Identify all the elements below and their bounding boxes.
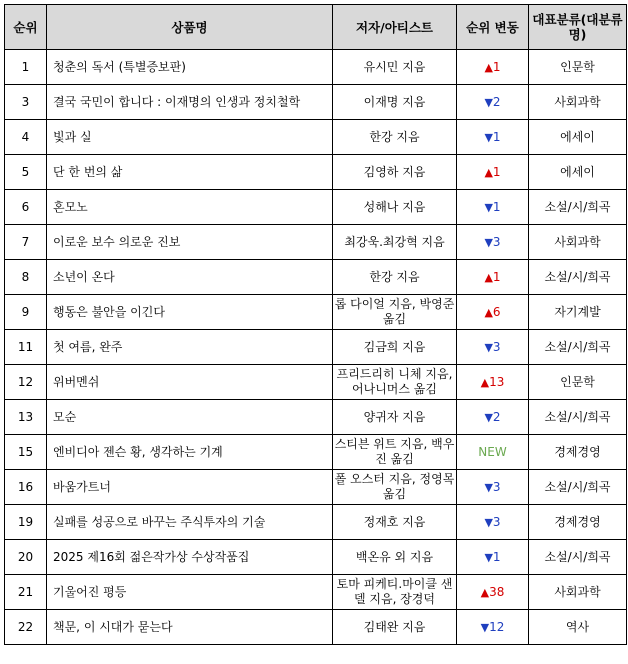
category-cell: 소설/시/희곡 xyxy=(529,330,627,365)
author-cell: 한강 지음 xyxy=(333,260,457,295)
title-cell: 책문, 이 시대가 묻는다 xyxy=(47,610,333,645)
rank-cell: 20 xyxy=(5,540,47,575)
down-arrow-icon: ▼ xyxy=(484,515,493,529)
table-row xyxy=(5,400,627,435)
change-cell xyxy=(457,575,529,610)
category-cell: 인문학 xyxy=(529,365,627,400)
rank-cell: 7 xyxy=(5,225,47,260)
change-cell xyxy=(457,120,529,155)
table-row xyxy=(5,120,627,155)
change-cell xyxy=(457,505,529,540)
change-value: 3 xyxy=(492,479,501,494)
table-row xyxy=(5,610,627,645)
author-cell: 프리드리히 니체 지음, 어나니머스 옮김 xyxy=(333,365,457,400)
title-cell: 위버멘쉬 xyxy=(47,365,333,400)
change-cell xyxy=(457,295,529,330)
title-cell: 엔비디아 젠슨 황, 생각하는 기계 xyxy=(47,435,333,470)
table-row xyxy=(5,50,627,85)
author-cell: 이재명 지음 xyxy=(333,85,457,120)
change-cell xyxy=(457,50,529,85)
down-arrow-icon: ▼ xyxy=(484,235,493,249)
table-row xyxy=(5,225,627,260)
rank-cell: 4 xyxy=(5,120,47,155)
up-arrow-icon: ▲ xyxy=(484,165,493,179)
change-cell xyxy=(457,190,529,225)
change-cell xyxy=(457,155,529,190)
down-arrow-icon: ▼ xyxy=(484,200,493,214)
author-cell: 유시민 지음 xyxy=(333,50,457,85)
author-cell: 정재호 지음 xyxy=(333,505,457,540)
table-row xyxy=(5,470,627,505)
table-row xyxy=(5,505,627,540)
title-cell: 첫 여름, 완주 xyxy=(47,330,333,365)
bestseller-table xyxy=(4,4,627,645)
category-cell: 에세이 xyxy=(529,120,627,155)
author-cell: 한강 지음 xyxy=(333,120,457,155)
rank-cell: 22 xyxy=(5,610,47,645)
author-cell: 성해나 지음 xyxy=(333,190,457,225)
category-cell: 사회과학 xyxy=(529,575,627,610)
change-cell xyxy=(457,470,529,505)
rank-cell: 5 xyxy=(5,155,47,190)
author-cell: 스티븐 위트 지음, 백우진 옮김 xyxy=(333,435,457,470)
down-arrow-icon: ▼ xyxy=(480,620,490,634)
change-value: 1 xyxy=(492,549,501,564)
header-change: 순위 변동 xyxy=(457,5,529,50)
author-cell: 토마 피케티.마이클 샌델 지음, 장경덕 xyxy=(333,575,457,610)
table-row xyxy=(5,190,627,225)
up-arrow-icon: ▲ xyxy=(484,305,493,319)
down-arrow-icon: ▼ xyxy=(484,130,493,144)
category-cell: 사회과학 xyxy=(529,225,627,260)
title-cell: 이로운 보수 의로운 진보 xyxy=(47,225,333,260)
category-cell: 소설/시/희곡 xyxy=(529,470,627,505)
rank-cell: 19 xyxy=(5,505,47,540)
rank-cell: 12 xyxy=(5,365,47,400)
change-value: 3 xyxy=(492,339,501,354)
rank-cell: 1 xyxy=(5,50,47,85)
category-cell: 에세이 xyxy=(529,155,627,190)
change-value: 3 xyxy=(492,234,501,249)
change-cell xyxy=(457,610,529,645)
table-row xyxy=(5,260,627,295)
title-cell: 기울어진 평등 xyxy=(47,575,333,610)
author-cell: 김태완 지음 xyxy=(333,610,457,645)
change-value: 1 xyxy=(492,199,501,214)
new-badge: NEW xyxy=(478,444,507,459)
change-cell xyxy=(457,435,529,470)
table-row xyxy=(5,330,627,365)
title-cell: 청춘의 독서 (특별증보판) xyxy=(47,50,333,85)
change-value: 1 xyxy=(492,269,501,284)
header-row xyxy=(5,5,627,50)
table-row xyxy=(5,365,627,400)
title-cell: 단 한 번의 삶 xyxy=(47,155,333,190)
change-cell xyxy=(457,400,529,435)
title-cell: 바움가트너 xyxy=(47,470,333,505)
author-cell: 김영하 지음 xyxy=(333,155,457,190)
table-row xyxy=(5,575,627,610)
title-cell: 2025 제16회 젊은작가상 수상작품집 xyxy=(47,540,333,575)
change-cell xyxy=(457,260,529,295)
header-author: 저자/아티스트 xyxy=(333,5,457,50)
category-cell: 경제경영 xyxy=(529,435,627,470)
down-arrow-icon: ▼ xyxy=(484,550,493,564)
table-row xyxy=(5,85,627,120)
change-value: 13 xyxy=(489,374,505,389)
rank-cell: 6 xyxy=(5,190,47,225)
up-arrow-icon: ▲ xyxy=(484,60,493,74)
title-cell: 소년이 온다 xyxy=(47,260,333,295)
change-value: 1 xyxy=(492,164,501,179)
author-cell: 폴 오스터 지음, 정영목 옮김 xyxy=(333,470,457,505)
change-value: 12 xyxy=(489,619,505,634)
author-cell: 롭 다이얼 지음, 박영준 옮김 xyxy=(333,295,457,330)
author-cell: 양귀자 지음 xyxy=(333,400,457,435)
change-cell xyxy=(457,225,529,260)
change-value: 38 xyxy=(489,584,505,599)
rank-cell: 11 xyxy=(5,330,47,365)
down-arrow-icon: ▼ xyxy=(484,480,493,494)
category-cell: 소설/시/희곡 xyxy=(529,400,627,435)
title-cell: 모순 xyxy=(47,400,333,435)
table-row xyxy=(5,435,627,470)
rank-cell: 13 xyxy=(5,400,47,435)
down-arrow-icon: ▼ xyxy=(484,340,493,354)
rank-cell: 21 xyxy=(5,575,47,610)
category-cell: 자기계발 xyxy=(529,295,627,330)
title-cell: 빛과 실 xyxy=(47,120,333,155)
category-cell: 인문학 xyxy=(529,50,627,85)
title-cell: 행동은 불안을 이긴다 xyxy=(47,295,333,330)
change-cell xyxy=(457,365,529,400)
author-cell: 최강욱.최강혁 지음 xyxy=(333,225,457,260)
up-arrow-icon: ▲ xyxy=(484,270,493,284)
change-cell xyxy=(457,540,529,575)
author-cell: 김금희 지음 xyxy=(333,330,457,365)
rank-cell: 3 xyxy=(5,85,47,120)
change-cell xyxy=(457,330,529,365)
change-cell xyxy=(457,85,529,120)
title-cell: 결국 국민이 합니다 : 이재명의 인생과 정치철학 xyxy=(47,85,333,120)
header-title: 상품명 xyxy=(47,5,333,50)
down-arrow-icon: ▼ xyxy=(484,410,493,424)
table-row xyxy=(5,295,627,330)
author-cell: 백온유 외 지음 xyxy=(333,540,457,575)
rank-cell: 16 xyxy=(5,470,47,505)
rank-cell: 15 xyxy=(5,435,47,470)
category-cell: 소설/시/희곡 xyxy=(529,260,627,295)
title-cell: 실패를 성공으로 바꾸는 주식투자의 기술 xyxy=(47,505,333,540)
category-cell: 소설/시/희곡 xyxy=(529,190,627,225)
category-cell: 경제경영 xyxy=(529,505,627,540)
up-arrow-icon: ▲ xyxy=(480,585,490,599)
up-arrow-icon: ▲ xyxy=(480,375,490,389)
category-cell: 역사 xyxy=(529,610,627,645)
change-value: 2 xyxy=(492,94,501,109)
category-cell: 사회과학 xyxy=(529,85,627,120)
change-value: 1 xyxy=(492,129,501,144)
rank-cell: 8 xyxy=(5,260,47,295)
rank-cell: 9 xyxy=(5,295,47,330)
header-category: 대표분류(대분류명) xyxy=(529,5,627,50)
change-value: 2 xyxy=(492,409,501,424)
change-value: 3 xyxy=(492,514,501,529)
header-rank: 순위 xyxy=(5,5,47,50)
table-row xyxy=(5,540,627,575)
category-cell: 소설/시/희곡 xyxy=(529,540,627,575)
down-arrow-icon: ▼ xyxy=(484,95,493,109)
change-value: 1 xyxy=(492,59,501,74)
change-value: 6 xyxy=(492,304,501,319)
title-cell: 혼모노 xyxy=(47,190,333,225)
table-row xyxy=(5,155,627,190)
